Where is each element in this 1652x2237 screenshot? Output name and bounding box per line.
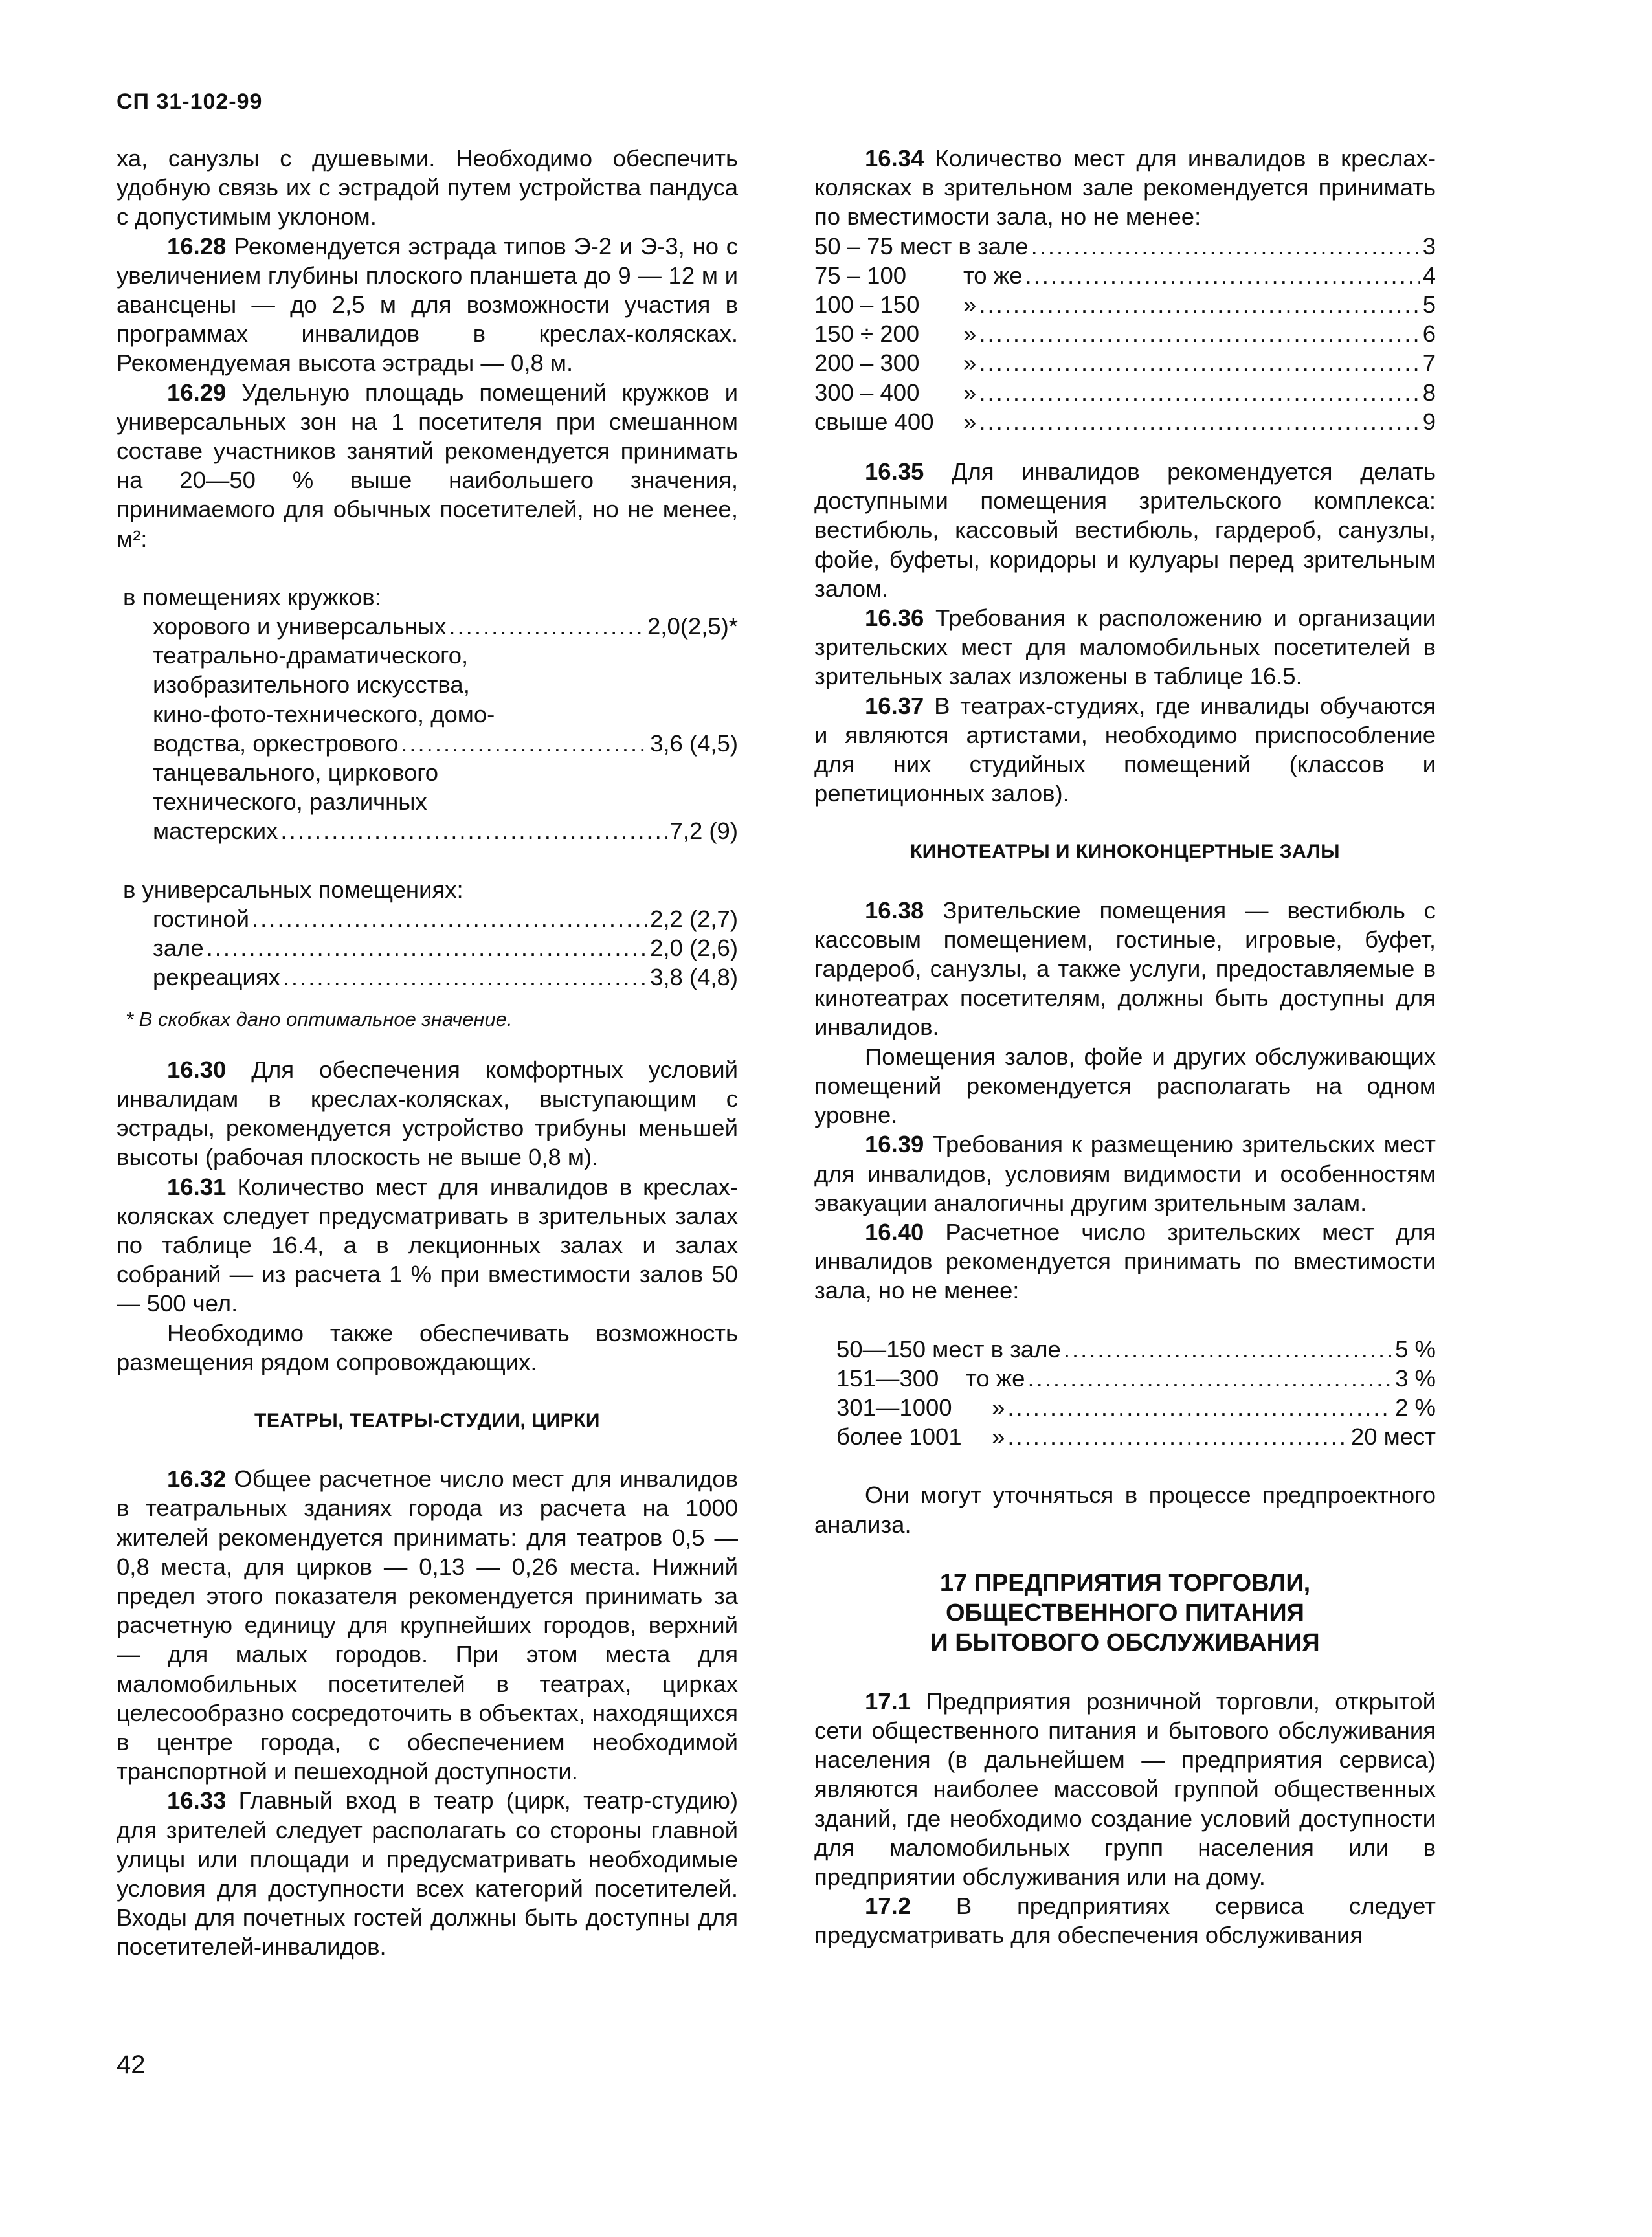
paragraph-16-38 [814,896,1436,1042]
list-item-value: 2,0(2,5)* [647,613,738,640]
paragraph-17-1 [814,1687,1436,1891]
section-heading: ТЕАТРЫ, ТЕАТРЫ-СТУДИИ, ЦИРКИ [254,1409,600,1431]
list-item-value: 5 [1422,291,1436,318]
paragraph-16-33 [117,1786,738,1961]
list-item: 300 – 400 » ..... 8 [814,378,1436,407]
clause-number: 16.37 [865,692,924,719]
seat-percent-list [814,1335,1436,1452]
list-item-value: 7,2 (9) [669,818,738,845]
list-item: 150 ÷ 200 » ..... 6 [814,319,1436,348]
paragraph-text: Требования к расположению и организации зрительских мест для маломобильных посетителей в зрительных залах изложены в таблице 16.5. [814,605,1436,690]
area-list-clubs [117,583,738,846]
list-item: 50 – 75 мест в зале ..... 3 [814,232,1436,261]
clause-number: 16.35 [865,458,924,485]
list-item: 50—150 мест в зале ..... 5 % [836,1335,1436,1364]
list-item-value: 5 % [1395,1335,1436,1363]
paragraph-text: Расчетное число зрительских мест для инвалидов рекомендуется принимать по вместимости зала, но не менее: [814,1218,1436,1304]
paragraph-16-40 [814,1218,1436,1306]
page-number: 42 [117,2051,146,2079]
paragraph-16-29 [117,378,738,553]
section-heading: КИНОТЕАТРЫ И КИНОКОНЦЕРТНЫЕ ЗАЛЫ [910,841,1340,863]
paragraph-text: Для обеспечения комфортных условий инвалидам в креслах-колясках, выступающим с эстрады, рекомендуется устройство трибуны меньшей высоты (рабочая плоскость не выше 0,8 м). [117,1056,738,1171]
list-item: водства, оркестрового ..... 3,6 (4,5) [117,729,738,758]
list-item: изобразительного искусства, [153,671,470,698]
list-item-value: 2 % [1395,1394,1436,1421]
footnote: * В скобках дано оптимальное значение. [126,1008,513,1031]
list-item: более 1001 » ..... 20 мест [836,1422,1436,1451]
list-item-value: 7 [1422,350,1436,377]
paragraph-16-37 [814,691,1436,808]
paragraph-16-34 [814,144,1436,232]
list-group-heading: в универсальных помещениях: [123,876,463,903]
list-item: 301—1000 » ..... 2 % [836,1393,1436,1422]
clause-number: 16.34 [865,145,924,172]
clause-number: 17.1 [865,1687,911,1715]
area-list-universal [117,875,738,992]
list-item-value: 4 [1422,262,1436,289]
paragraph-16-32 [117,1464,738,1786]
list-group-heading: в помещениях кружков: [123,583,381,610]
list-item-value: 3 [1422,232,1436,260]
clause-number: 16.38 [865,896,924,924]
paragraph-16-36 [814,603,1436,691]
paragraph-text: Количество мест для инвалидов в креслах-колясках следует предусматривать в зрительных залах по таблице 16.4, а в лекционных залах и залах собраний — из расчета 1 % при вместимости залов 50 — 500 чел. [117,1173,738,1317]
list-item: танцевального, циркового [153,759,439,786]
paragraph: Необходимо также обеспечивать возможность размещения рядом сопровождающих. [117,1319,738,1375]
left-column [117,144,738,1962]
paragraph-16-39 [814,1130,1436,1218]
paragraph-16-30 [117,1055,738,1172]
clause-number: 16.39 [865,1131,924,1158]
list-item: кино-фото-технического, домо- [153,700,495,728]
seat-list [814,232,1436,436]
clause-number: 16.33 [167,1787,227,1814]
list-item-value: 2,2 (2,7) [650,905,738,932]
paragraph: Помещения залов, фойе и других обслуживающих помещений рекомендуется располагать на одном уровне. [814,1043,1436,1129]
paragraph-text: ха, санузлы с душевыми. Необходимо обеспечить удобную связь их с эстрадой путем устройства пандуса с допустимым уклоном. [117,145,738,230]
paragraph-16-28 [117,232,738,378]
paragraph [117,144,738,232]
list-item: свыше 400 » ..... 9 [814,407,1436,436]
paragraph-text: Рекомендуется эстрада типов Э-2 и Э-3, но с увеличением глубины плоского планшета до 9 — 12 м и авансцены — до 2,5 м для возможности участия в программах инвалидов в креслах-колясках. Рекомендуемая высота эстрады — 0,8 м. [117,232,738,377]
clause-number: 16.36 [865,605,924,632]
list-item: театрально-драматического, [153,642,469,669]
clause-number: 16.29 [167,379,227,406]
list-item: 151—300 то же ..... 3 % [836,1364,1436,1393]
list-item: зале ..... 2,0 (2,6) [117,933,738,963]
running-header: СП 31-102-99 [117,89,263,114]
list-item-value: 9 [1422,408,1436,435]
chapter-heading-line: И БЫТОВОГО ОБСЛУЖИВАНИЯ [930,1629,1320,1656]
list-item-value: 6 [1422,320,1436,348]
chapter-heading-line: ОБЩЕСТВЕННОГО ПИТАНИЯ [946,1599,1304,1627]
list-item: 200 – 300 » ..... 7 [814,348,1436,377]
paragraph-text: Общее расчетное число мест для инвалидов в театральных зданиях города из расчета на 1000 жителей рекомендуется принимать: для театров 0,5 — 0,8 места, для цирков — 0,13 — 0,26 места. Нижний предел этого показателя рекомендуется принимать за расчетную единицу для крупнейших городов, верхний — для малых городов. При этом места для маломобильных посетителей в театрах, цирках целесообразно сосредоточить в объектах, находящихся в центре города, с обеспечением необходимой транспортной и пешеходной доступности. [117,1465,738,1785]
list-item: хорового и универсальных ..... 2,0(2,5)* [117,612,738,641]
paragraph-16-31 [117,1172,738,1319]
list-item-value: 3 % [1395,1364,1436,1392]
list-item: рекреациях ..... 3,8 (4,8) [117,963,738,992]
list-item-value: 2,0 (2,6) [650,935,738,962]
clause-number: 16.40 [865,1218,924,1245]
clause-number: 16.32 [167,1465,227,1493]
clause-number: 17.2 [865,1893,911,1920]
paragraph-text: Количество мест для инвалидов в креслах-колясках в зрительном зале рекомендуется принимать по вместимости зала, но не менее: [814,145,1436,230]
list-item-value: 3,6 (4,5) [650,729,738,757]
paragraph-16-35 [814,457,1436,603]
paragraph-text: Удельную площадь помещений кружков и универсальных зон на 1 посетителя при смешанном составе участников занятий рекомендуется принимать на 20—50 % выше наибольшего значения, принимаемого для обычных посетителей, но не менее, м²: [117,379,738,552]
paragraph-text: Предприятия розничной торговли, открытой сети общественного питания и бытового обслуживания населения (в дальнейшем — предприятия сервиса) являются наиболее массовой группой общественных зданий, где необходимо создание условий доступности для маломобильных групп населения или в предприятии обслуживания или на дому. [814,1687,1436,1890]
paragraph-text: Главный вход в театр (цирк, театр-студию) для зрителей следует располагать со стороны главной улицы или площади и предусматривать необходимые условия для доступности всех категорий посетителей. Входы для почетных гостей должны быть доступны для посетителей-инвалидов. [117,1787,738,1961]
paragraph-text: В театрах-студиях, где инвалиды обучаются и являются артистами, необходимо приспособление для них студийных помещений (классов и репетиционных залов). [814,692,1436,807]
clause-number: 16.31 [167,1173,227,1200]
list-item: мастерских ..... 7,2 (9) [117,816,738,845]
list-item: 100 – 150 » ..... 5 [814,290,1436,319]
clause-number: 16.28 [167,232,227,260]
list-item-value: 20 мест [1350,1423,1436,1451]
list-item: гостиной ..... 2,2 (2,7) [117,904,738,933]
list-item: технического, различных [153,788,427,816]
list-item-value: 8 [1422,379,1436,406]
clause-number: 16.30 [167,1056,227,1083]
chapter-heading-line: 17 ПРЕДПРИЯТИЯ ТОРГОВЛИ, [939,1569,1311,1597]
paragraph-text: Зрительские помещения — вестибюль с кассовым помещением, гостиные, игровые, буфет, гардероб, санузлы, а также услуги, предоставляемые в кинотеатрах посетителям, должны быть доступны для инвалидов. [814,896,1436,1041]
paragraph: Они могут уточняться в процессе предпроектного анализа. [814,1482,1436,1538]
paragraph-text: В предприятиях сервиса следует предусматривать для обеспечения обслуживания [814,1893,1436,1949]
chapter-heading [814,1568,1436,1658]
list-item-value: 3,8 (4,8) [650,964,738,991]
right-column [814,144,1436,1950]
paragraph-text: Для инвалидов рекомендуется делать доступными помещения зрительского комплекса: вестибюль, кассовый вестибюль, гардероб, санузлы, фойе, буфеты, коридоры и кулуары перед зрительным залом. [814,458,1436,602]
paragraph-text: Требования к размещению зрительских мест для инвалидов, условиям видимости и особенностям эвакуации аналогичны другим зрительным залам. [814,1131,1436,1216]
list-item: 75 – 100 то же ..... 4 [814,261,1436,290]
paragraph-17-2 [814,1891,1436,1950]
